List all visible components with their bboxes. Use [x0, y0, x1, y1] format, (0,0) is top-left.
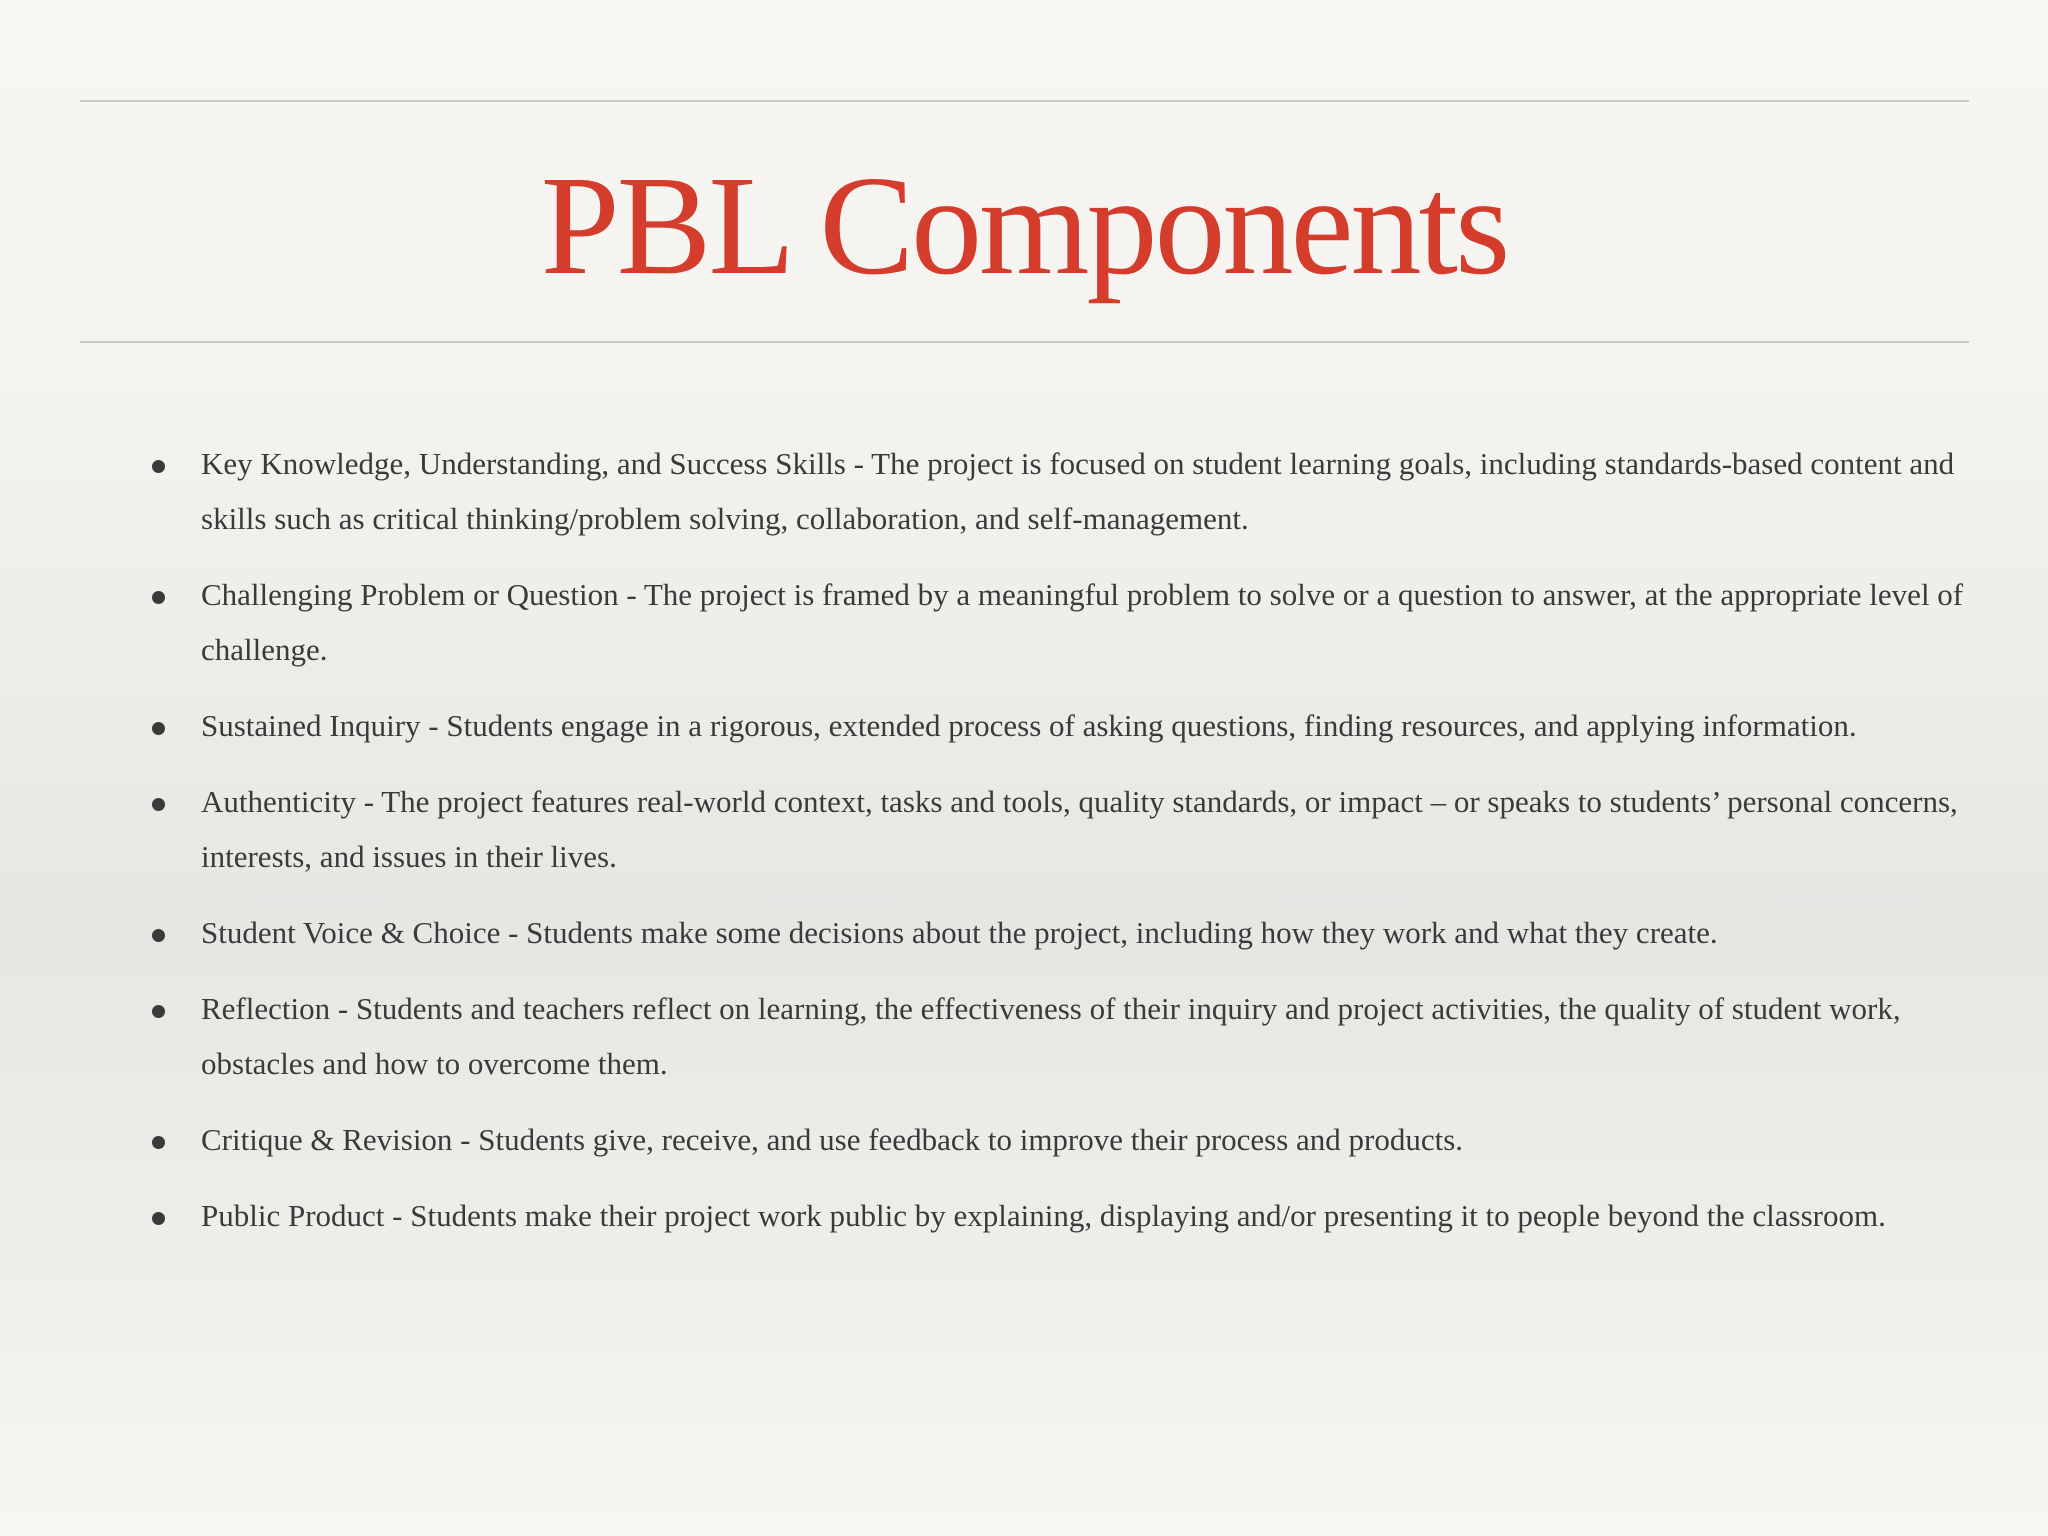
- bullet-dot-icon: [152, 460, 165, 473]
- bullet-dot-icon: [152, 798, 165, 811]
- bullet-text: Reflection - Students and teachers reflect on learning, the effectiveness of their inquiry and project activities, the quality of student work, obstacles and how to overcome them.: [201, 991, 1901, 1081]
- bullet-text: Critique & Revision - Students give, receive, and use feedback to improve their process and products.: [201, 1122, 1464, 1157]
- bullet-text: Challenging Problem or Question - The project is framed by a meaningful problem to solve or a question to answer, at the appropriate level of challenge.: [201, 577, 1964, 667]
- bullet-text: Authenticity - The project features real-world context, tasks and tools, quality standards, or impact – or speaks to students’ personal concerns, interests, and issues in their lives.: [201, 784, 1958, 874]
- bullet-item-authenticity: [150, 774, 1970, 884]
- title-top-rule: [80, 100, 1969, 102]
- bullet-dot-icon: [152, 929, 165, 942]
- bullet-text: Student Voice & Choice - Students make some decisions about the project, including how they work and what they create.: [201, 915, 1718, 950]
- bullet-dot-icon: [152, 1136, 165, 1149]
- bullet-dot-icon: [152, 591, 165, 604]
- bullet-dot-icon: [152, 722, 165, 735]
- bullet-text: Sustained Inquiry - Students engage in a rigorous, extended process of asking questions, finding resources, and applying information.: [201, 708, 1857, 743]
- bullet-item-sustained-inquiry: [150, 698, 1970, 753]
- bullet-text: Key Knowledge, Understanding, and Success Skills - The project is focused on student learning goals, including standards-based content and skills such as critical thinking/problem solving, collaboration, and self-management.: [201, 446, 1955, 536]
- bullet-dot-icon: [152, 1005, 165, 1018]
- bullet-item-student-voice: [150, 905, 1970, 960]
- bullet-text: Public Product - Students make their project work public by explaining, displaying and/or presenting it to people beyond the classroom.: [201, 1198, 1886, 1233]
- bullet-item-reflection: [150, 981, 1970, 1091]
- slide-title: PBL Components: [540, 146, 1508, 304]
- bullet-item-key-knowledge: [150, 436, 1970, 546]
- bullet-item-critique-revision: [150, 1112, 1970, 1167]
- bullet-dot-icon: [152, 1212, 165, 1225]
- bullet-item-public-product: [150, 1188, 1970, 1243]
- bullet-item-challenging-problem: [150, 567, 1970, 677]
- title-bottom-rule: [80, 341, 1969, 343]
- bullet-list: [150, 436, 1970, 1264]
